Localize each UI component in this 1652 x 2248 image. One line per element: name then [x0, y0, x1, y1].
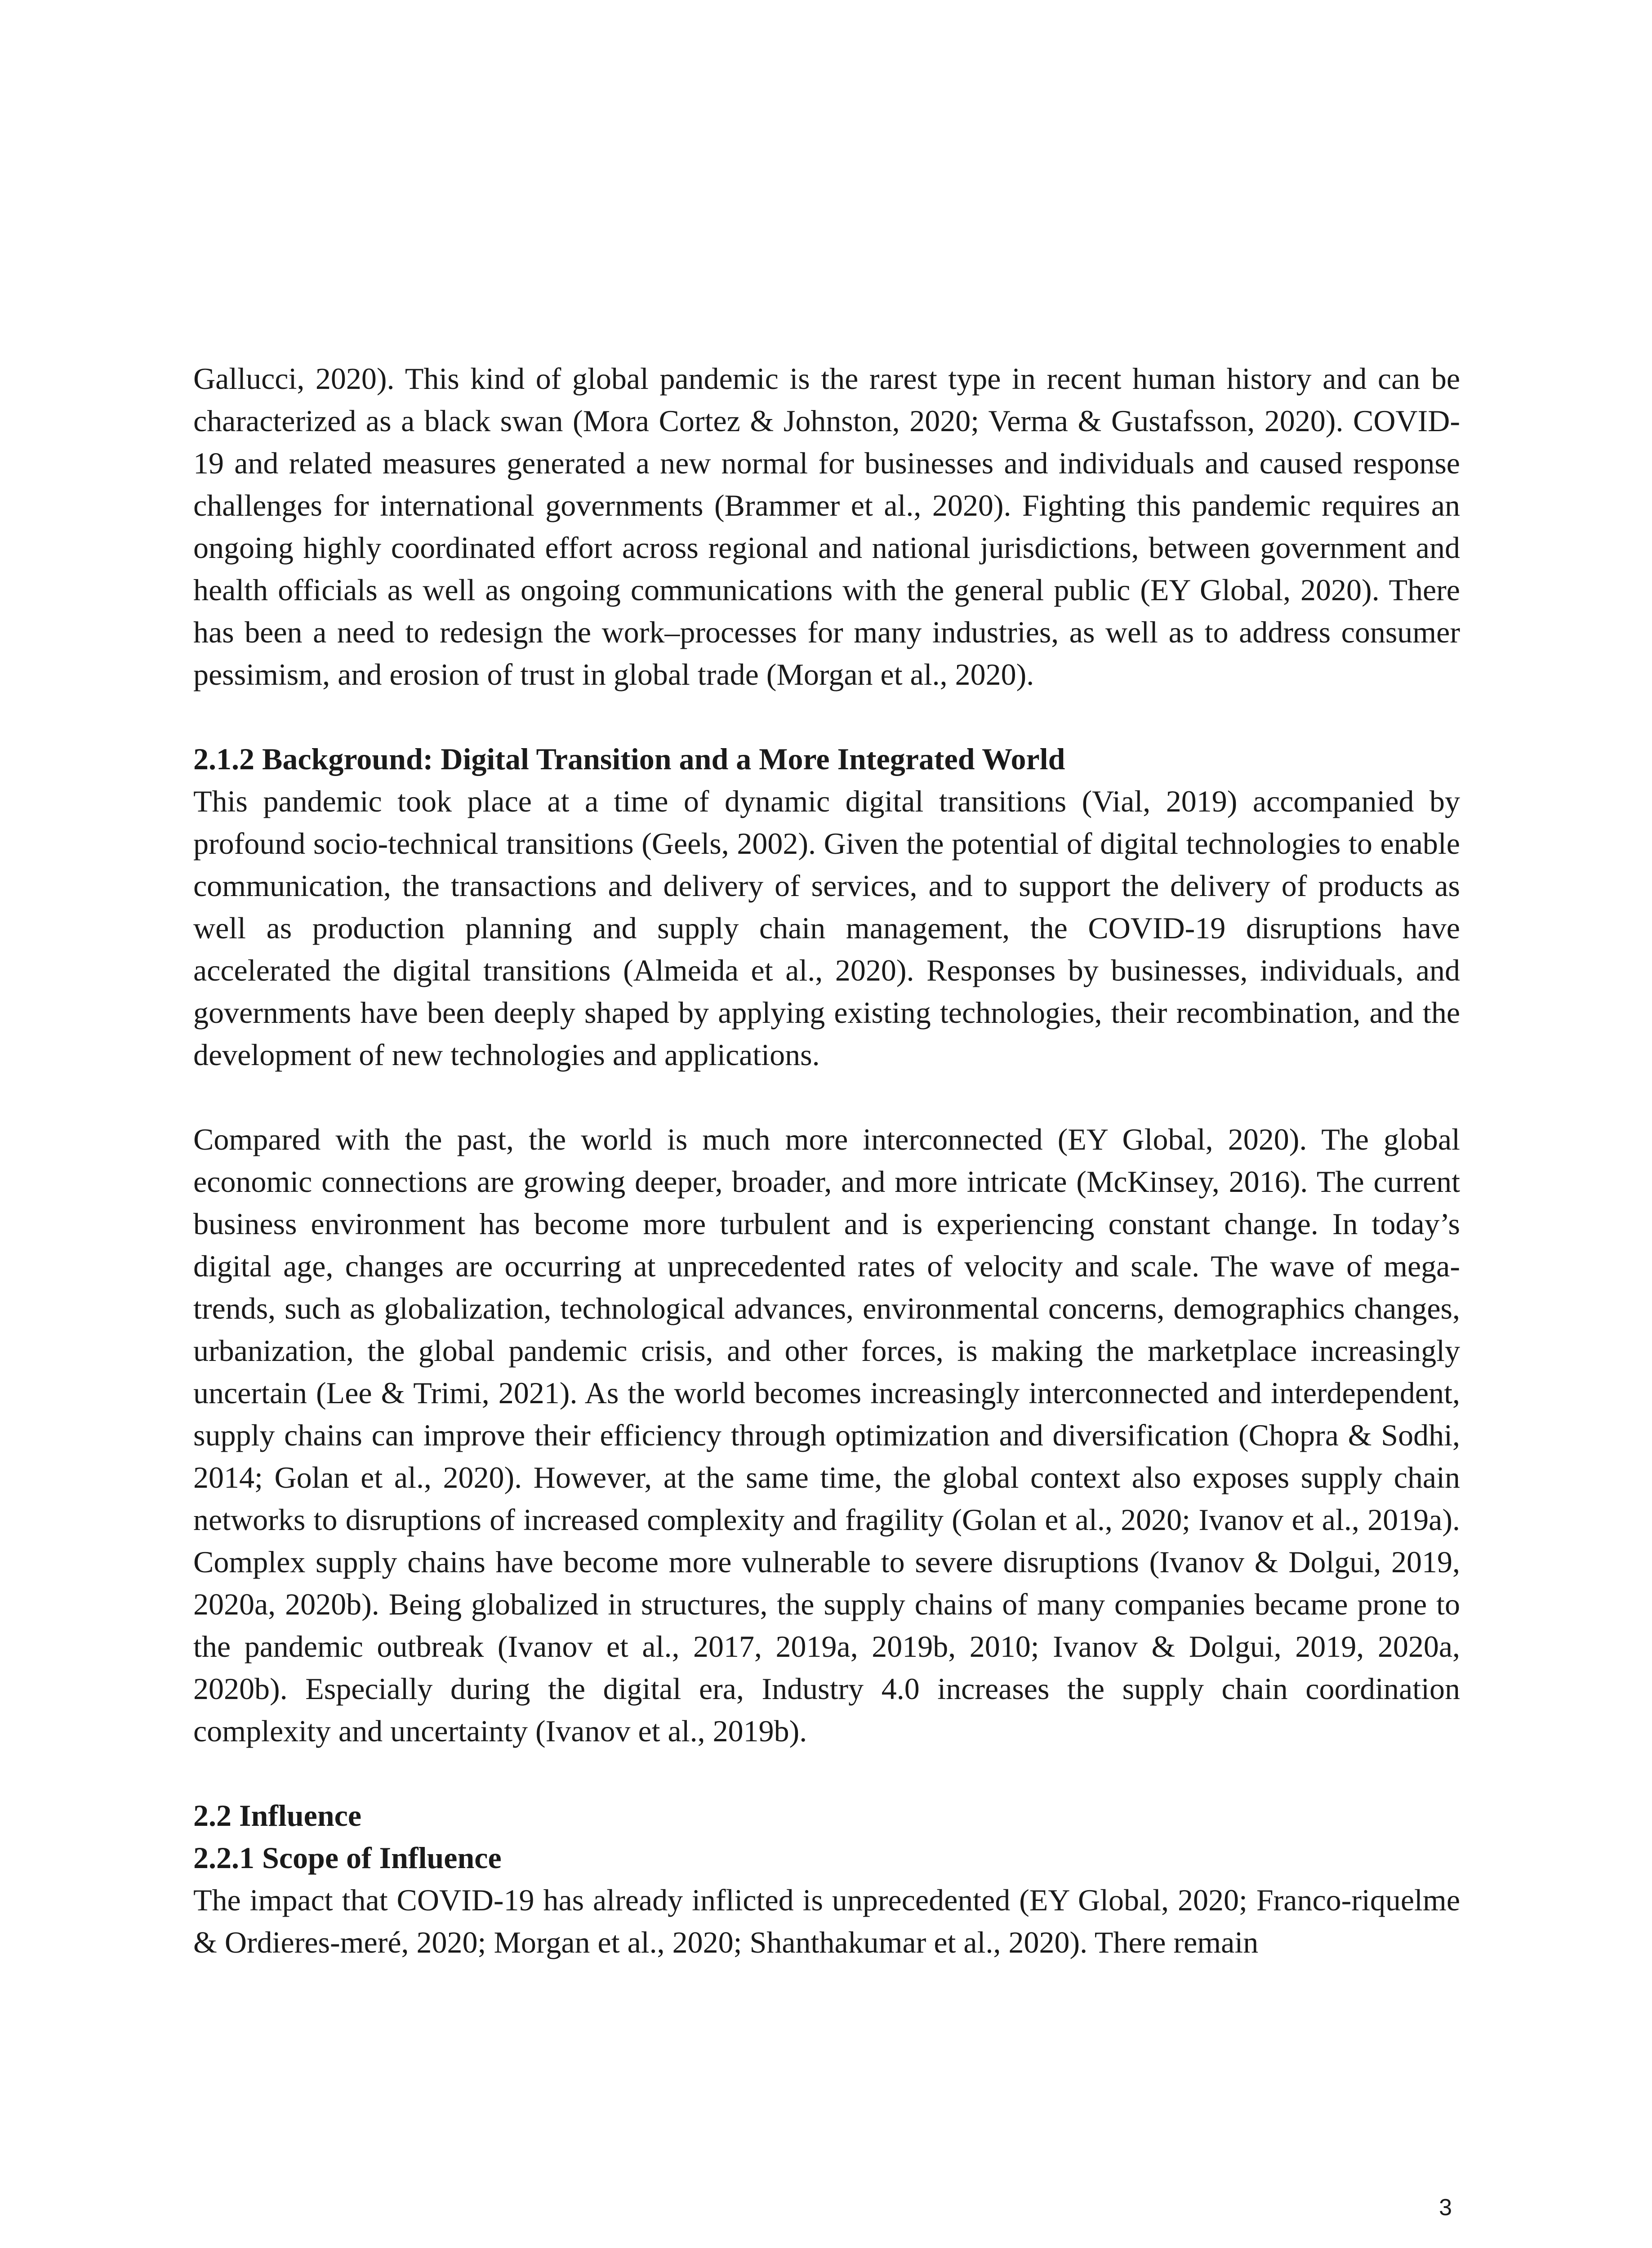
paragraph-interconnected-world: Compared with the past, the world is much more interconnected (EY Global, 2020). The global economic connections are growing deeper, broader, and more intricate (McKinsey, 2016). The current business environment has become more turbulent and is experiencing constant change. In today’s digital age, changes are occurring at unprecedented rates of velocity and scale. The wave of mega-trends, such as globalization, technological advances, environmental concerns, demographics changes, urbanization, the global pandemic crisis, and other forces, is making the marketplace increasingly uncertain (Lee & Trimi, 2021). As the world becomes increasingly interconnected and interdependent, supply chains can improve their efficiency through optimization and diversification (Chopra & Sodhi, 2014; Golan et al., 2020). However, at the same time, the global context also exposes supply chain networks to disruptions of increased complexity and fragility (Golan et al., 2020; Ivanov et al., 2019a). Complex supply chains have become more vulnerable to severe disruptions (Ivanov & Dolgui, 2019, 2020a, 2020b). Being globalized in structures, the supply chains of many companies became prone to the pandemic outbreak (Ivanov et al., 2017, 2019a, 2019b, 2010; Ivanov & Dolgui, 2019, 2020a, 2020b). Especially during the digital era, Industry 4.0 increases the supply chain coordination complexity and uncertainty (Ivanov et al., 2019b). — [193, 1122, 1460, 1748]
paragraph-scope-of-influence: The impact that COVID-19 has already inflicted is unprecedented (EY Global, 2020; Franco-riquelme & Ordieres-meré, 2020; Morgan et al., 2020; Shanthakumar et al., 2020). There remain — [193, 1883, 1460, 1959]
section-heading-2-2-1: 2.2.1 Scope of Influence — [193, 1841, 502, 1875]
page-body — [193, 357, 1460, 1963]
section-heading-2-2: 2.2 Influence — [193, 1798, 361, 1833]
paragraph-digital-transition: This pandemic took place at a time of dynamic digital transitions (Vial, 2019) accompanied by profound socio-technical transitions (Geels, 2002). Given the potential of digital technologies to enable communication, the transactions and delivery of services, and to support the delivery of products as well as production planning and supply chain management, the COVID-19 disruptions have accelerated the digital transitions (Almeida et al., 2020). Responses by businesses, individuals, and governments have been deeply shaped by applying existing technologies, their recombination, and the development of new technologies and applications. — [193, 784, 1460, 1072]
page-number: 3 — [1439, 2194, 1452, 2221]
paragraph-intro: Gallucci, 2020). This kind of global pandemic is the rarest type in recent human history and can be characterized as a black swan (Mora Cortez & Johnston, 2020; Verma & Gustafsson, 2020). COVID-19 and related measures generated a new normal for businesses and individuals and caused response challenges for international governments (Brammer et al., 2020). Fighting this pandemic requires an ongoing highly coordinated effort across regional and national jurisdictions, between government and health officials as well as ongoing communications with the general public (EY Global, 2020). There has been a need to redesign the work–processes for many industries, as well as to address consumer pessimism, and erosion of trust in global trade (Morgan et al., 2020). — [193, 361, 1460, 691]
section-heading-2-1-2: 2.1.2 Background: Digital Transition and a More Integrated World — [193, 742, 1065, 776]
